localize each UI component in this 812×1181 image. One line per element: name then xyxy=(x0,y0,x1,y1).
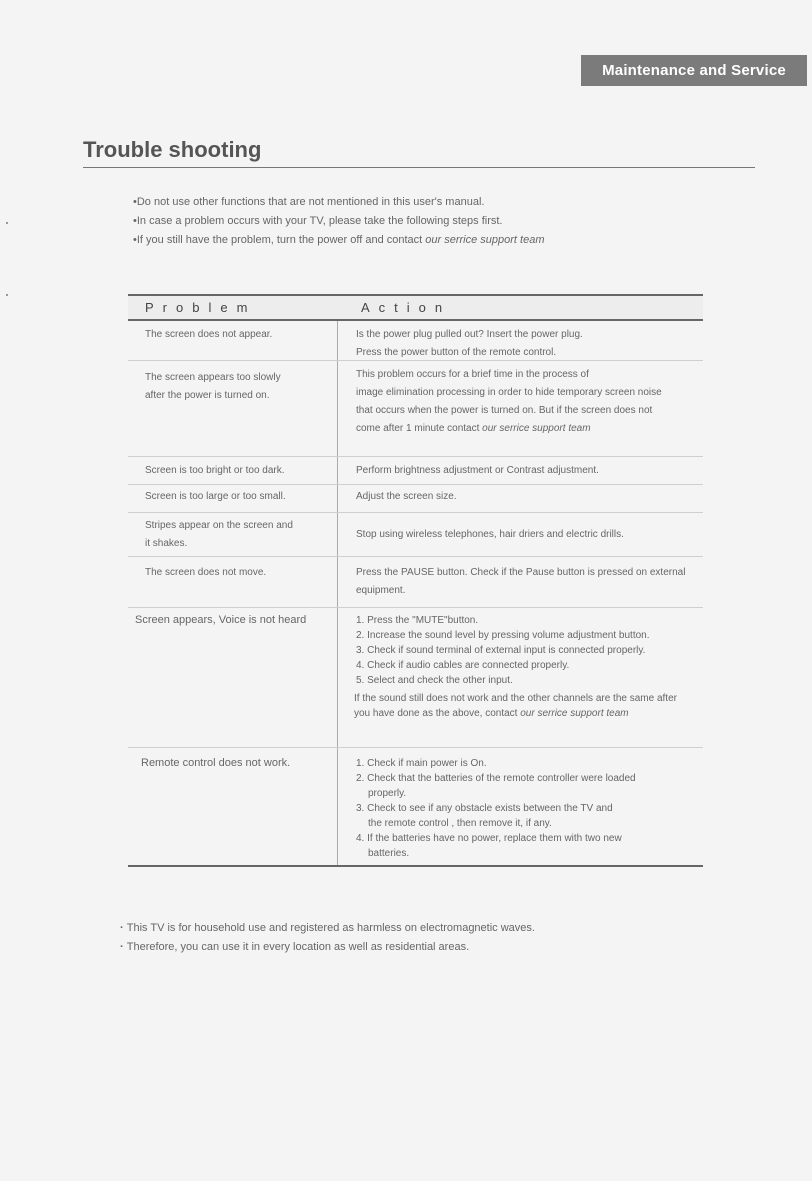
table-row: Screen is too large or too small. Adjust the screen size. xyxy=(128,485,703,513)
title-underline xyxy=(83,167,755,168)
intro-item: • If you still have the problem, turn the power off and contact our serrice support team xyxy=(133,231,544,250)
table-row: The screen does not appear. Is the power plug pulled out? Insert the power plug. Press the power button of the remote control. xyxy=(128,321,703,361)
margin-mark xyxy=(6,222,8,224)
table-row: Remote control does not work. 1. Check if main power is On. 2. Check that the batteries of the remote controller were loaded properly. 3. Check to see if any obstacle exists between the TV and the remote control , then remove it, if any. 4. If the batteries have no power, replace them with two new batteries. xyxy=(128,748,703,865)
footer-note: · This TV is for household use and registered as harmless on electromagnetic waves. xyxy=(120,919,535,938)
table-header xyxy=(128,296,703,321)
footer-note: · Therefore, you can use it in every location as well as residential areas. xyxy=(120,938,535,957)
table-row: Stripes appear on the screen and it shakes. Stop using wireless telephones, hair driers and electric drills. xyxy=(128,513,703,557)
support-team-emphasis: our serrice support team xyxy=(425,234,545,246)
page-title: Trouble shooting xyxy=(83,137,262,162)
intro-item: • In case a problem occurs with your TV, please take the following steps first. xyxy=(133,212,544,231)
intro-list xyxy=(133,193,544,250)
header-action: Action xyxy=(361,300,452,315)
section-badge: Maintenance and Service xyxy=(581,55,807,86)
intro-item: • Do not use other functions that are not mentioned in this user's manual. xyxy=(133,193,544,212)
footer-notes xyxy=(120,919,535,957)
table-row: The screen does not move. Press the PAUSE button. Check if the Pause button is pressed on external equipment. xyxy=(128,557,703,608)
table-row: Screen appears, Voice is not heard 1. Press the "MUTE"button. 2. Increase the sound level by pressing volume adjustment button. 3. Check if sound terminal of external input is connected properly. 4. Check if audio cables are connected properly. 5. Select and check the other input. If the sound still does not work and the other channels are the same after you have done as the above, contact our serrice support team xyxy=(128,608,703,748)
table-row: Screen is too bright or too dark. Perform brightness adjustment or Contrast adjustment. xyxy=(128,457,703,485)
header-problem: Problem xyxy=(145,300,257,315)
troubleshooting-table xyxy=(128,294,703,867)
margin-mark xyxy=(6,294,8,296)
table-row: The screen appears too slowly after the power is turned on. This problem occurs for a brief time in the process of image elimination processing in order to hide temporary screen noise that occurs when the power is turned on. But if the screen does not come after 1 minute contact our serrice support team xyxy=(128,361,703,457)
